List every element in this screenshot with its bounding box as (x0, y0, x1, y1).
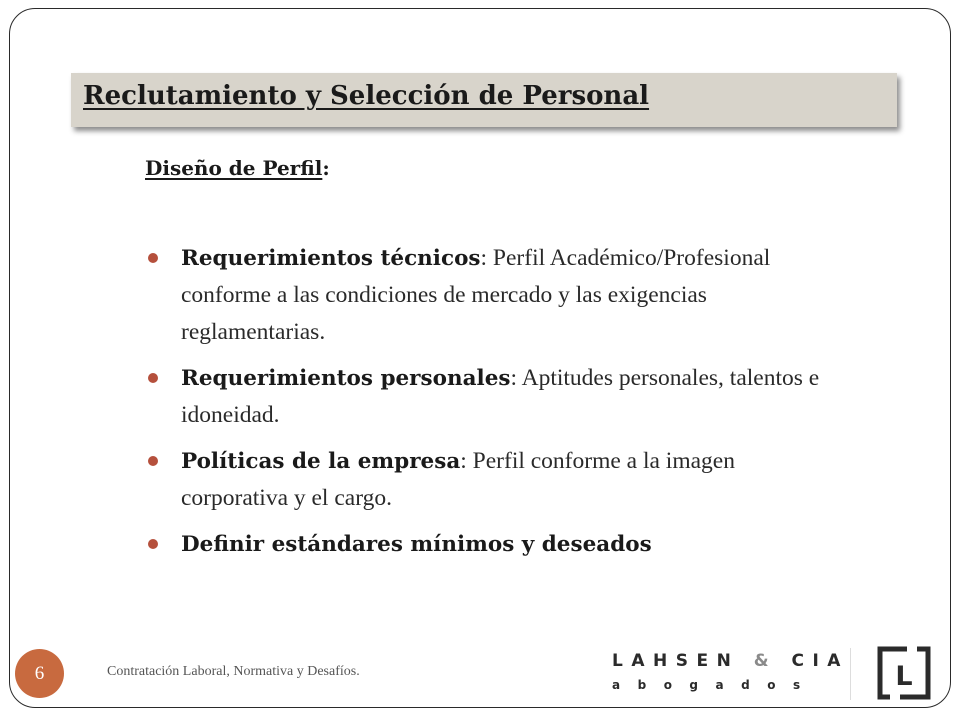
bullet-list (181, 240, 841, 572)
page-number-badge: 6 (15, 649, 64, 698)
logo-tagline: abogados (612, 678, 818, 692)
logo-ampersand: & (753, 651, 778, 671)
bullet-item (181, 360, 841, 434)
bullet-text: : Perfil Académico/Profesional conforme a las condiciones de mercado y las exigencias reglamentarias. (181, 245, 771, 345)
subtitle-suffix: : (322, 156, 330, 180)
bullet-dot-icon (148, 373, 158, 383)
footer-text: Contratación Laboral, Normativa y Desafíos. (107, 664, 360, 679)
logo-name (612, 650, 849, 672)
bullet-item (181, 443, 841, 517)
bullet-heading: Requerimientos personales (181, 366, 511, 391)
bullet-heading: Políticas de la empresa (181, 449, 461, 474)
bullet-item (181, 526, 841, 563)
bullet-dot-icon (148, 539, 158, 549)
bullet-dot-icon (148, 253, 158, 263)
bullet-text: : Aptitudes personales, talentos e idoneidad. (181, 365, 820, 428)
logo-name-left: LAHSEN (612, 651, 740, 671)
company-logo-wordmark (612, 650, 849, 694)
logo-divider (850, 648, 851, 700)
logo-mark-letter: L (895, 661, 913, 692)
bullet-text: : Perfil conforme a la imagen corporativa y el cargo. (181, 448, 735, 511)
logo-name-right: CIA (791, 651, 849, 671)
subtitle-label: Diseño de Perfil (145, 156, 323, 180)
bullet-item (181, 240, 841, 351)
bullet-dot-icon (148, 456, 158, 466)
slide-title: Reclutamiento y Selección de Personal (83, 81, 650, 111)
company-logo-mark-icon (877, 646, 931, 700)
bullet-heading: Definir estándares mínimos y deseados (181, 532, 652, 557)
bullet-heading: Requerimientos técnicos (181, 246, 481, 271)
title-bar (71, 73, 897, 127)
section-subtitle (145, 156, 330, 180)
